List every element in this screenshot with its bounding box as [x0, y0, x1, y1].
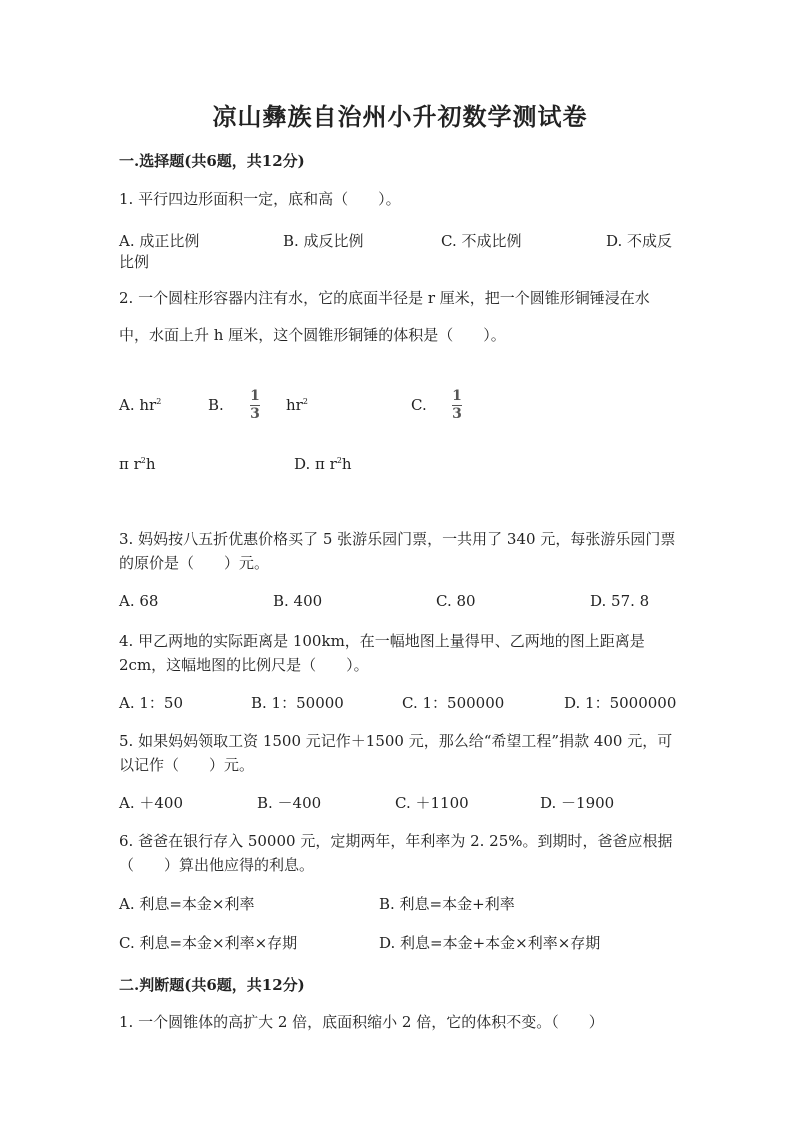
judgement-1: 1. 一个圆锥体的高扩大 2 倍，底面积缩小 2 倍，它的体积不变。（ ） — [119, 1013, 604, 1031]
q2-d-exponent: 2 — [336, 456, 342, 465]
q4-option-c[interactable]: C. 1：500000 — [402, 694, 505, 712]
q2-c-exponent: 2 — [140, 456, 146, 465]
q2-c-tail: π r — [119, 455, 141, 473]
q5-option-a[interactable]: A. ＋400 — [119, 794, 183, 812]
q1-option-d[interactable]: D. 不成反 — [606, 232, 673, 250]
q1-option-d-wrap: 比例 — [119, 253, 150, 271]
q5-option-b[interactable]: B. －400 — [257, 794, 322, 812]
q2-c-tail2: h — [145, 455, 156, 473]
q2-b-numerator: 1 — [250, 388, 260, 404]
q2-option-b-text — [286, 396, 308, 414]
question-3: 3. 妈妈按八五折优惠价格买了 5 张游乐园门票，一共用了 340 元，每张游乐园门票的原价是（ ）元。 — [119, 530, 676, 572]
q2-b-exponent: 2 — [302, 397, 308, 406]
q2-d-tail: h — [341, 455, 352, 473]
q1-option-b[interactable]: B. 成反比例 — [283, 232, 364, 250]
section-heading-choice: 一.选择题(共6题，共12分) — [119, 152, 305, 170]
q1-option-a[interactable]: A. 成正比例 — [119, 232, 200, 250]
q2-b-denominator: 3 — [250, 406, 260, 422]
q6-option-a[interactable]: A. 利息=本金×利率 — [119, 895, 255, 913]
q1-option-c[interactable]: C. 不成比例 — [441, 232, 522, 250]
q2-option-a[interactable] — [119, 396, 161, 414]
question-2: 2. 一个圆柱形容器内注有水，它的底面半径是 r 厘米，把一个圆锥形铜锤浸在水中，水面上升 h 厘米，这个圆锥形铜锤的体积是（ ）。 — [119, 289, 650, 344]
q6-option-d[interactable]: D. 利息=本金+本金×利率×存期 — [379, 934, 601, 952]
q4-option-d[interactable]: D. 1：5000000 — [564, 694, 677, 712]
q2-b-fraction — [250, 389, 260, 422]
q3-option-c[interactable]: C. 80 — [436, 592, 476, 610]
q6-option-c[interactable]: C. 利息=本金×利率×存期 — [119, 934, 298, 952]
q3-option-a[interactable]: A. 68 — [119, 592, 159, 610]
q2-a-exponent: 2 — [156, 397, 162, 406]
q2-d-text: D. π r — [294, 455, 337, 473]
section-heading-judgement: 二.判断题(共6题，共12分) — [119, 976, 305, 994]
q4-option-a[interactable]: A. 1：50 — [119, 694, 183, 712]
q3-option-d[interactable]: D. 57. 8 — [590, 592, 650, 610]
q6-option-b[interactable]: B. 利息=本金+利率 — [379, 895, 515, 913]
q2-c-denominator: 3 — [452, 406, 462, 422]
question-1: 1. 平行四边形面积一定，底和高（ ）。 — [119, 190, 401, 208]
q2-c-numerator: 1 — [452, 388, 462, 404]
q5-option-d[interactable]: D. －1900 — [540, 794, 615, 812]
q3-option-b[interactable]: B. 400 — [273, 592, 323, 610]
question-4: 4. 甲乙两地的实际距离是 100km，在一幅地图上量得甲、乙两地的图上距离是 2cm，这幅地图的比例尺是（ ）。 — [119, 632, 645, 674]
q2-option-c-text — [119, 455, 156, 473]
page-title: 凉山彝族自治州小升初数学测试卷 — [212, 102, 588, 131]
question-6: 6. 爸爸在银行存入 50000 元，定期两年，年利率为 2. 25%。到期时，爸爸应根据（ ）算出他应得的利息。 — [119, 832, 673, 874]
q2-option-b-label[interactable]: B. — [208, 396, 224, 414]
q2-a-text: A. hr — [119, 396, 157, 414]
q2-option-c-label[interactable]: C. — [411, 396, 427, 414]
q2-c-fraction — [452, 389, 462, 422]
q4-option-b[interactable]: B. 1：50000 — [251, 694, 344, 712]
question-5: 5. 如果妈妈领取工资 1500 元记作＋1500 元，那么给“希望工程”捐款 400 元，可以记作（ ）元。 — [119, 732, 673, 774]
q2-b-tail: hr — [286, 396, 303, 414]
q5-option-c[interactable]: C. ＋1100 — [395, 794, 469, 812]
q2-option-d[interactable] — [294, 455, 352, 473]
